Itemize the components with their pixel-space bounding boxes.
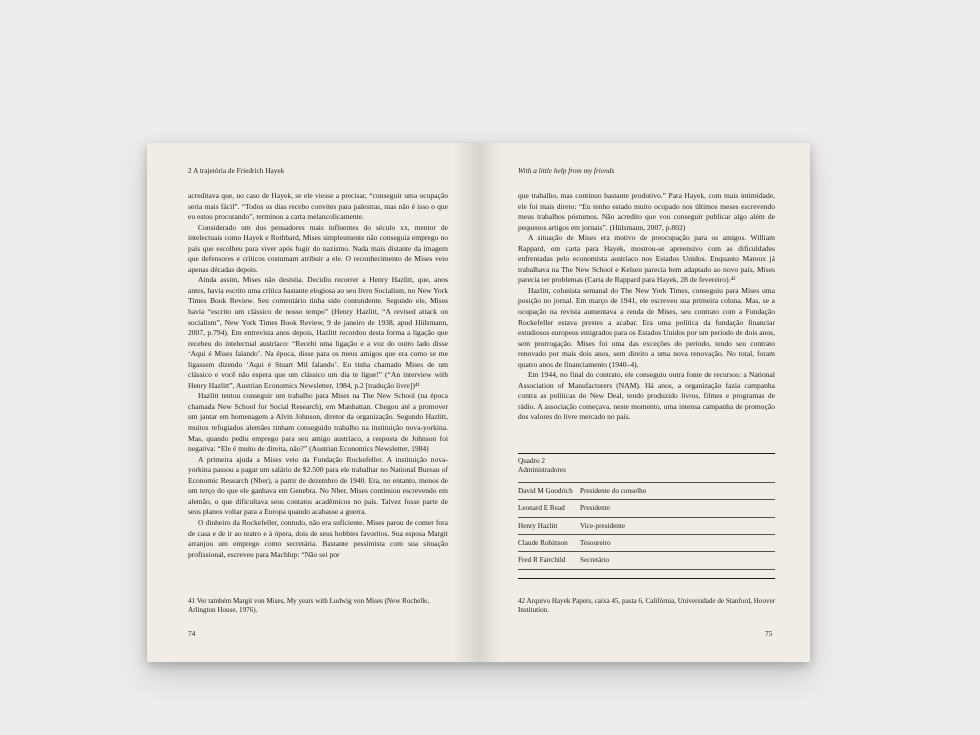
right-page <box>479 143 810 662</box>
admin-role: Tesoureiro <box>580 539 611 548</box>
gutter-shadow <box>453 143 479 662</box>
running-head: 2 A trajetória de Friedrich Hayek <box>188 166 285 175</box>
table-row <box>518 552 775 569</box>
admin-name: Leonard E Read <box>518 504 565 513</box>
table-caption <box>518 454 775 482</box>
running-head: With a little help from my friends <box>518 166 615 175</box>
open-book <box>147 143 810 662</box>
paragraph: A situação de Mises era motivo de preocupação para os amigos. William Rappard, em carta para Hayek, mostrou-se apreensivo com as dificuldades enfrentadas pelo economista austríaco nos Estados Unidos. Enquanto Matoux já trabalhava na The New School e Kelsen parecia bem adaptado ao novo país, Mises parecia ter problemas (Carta de Rappard para Hayek, 28 de fevereiro).⁴² <box>518 233 775 285</box>
table-row <box>518 518 775 535</box>
table-bottom-rule <box>518 578 775 579</box>
footnote: 41 Ver também Margit von Mises, My years with Ludwig von Mises (New Rochelle, Arlington House, 1976). <box>188 597 430 615</box>
body-text <box>188 191 448 560</box>
page-number: 74 <box>188 629 196 638</box>
admin-name: Claude Robinson <box>518 539 568 548</box>
admin-role: Presidente <box>580 504 610 513</box>
paragraph: que trabalho, mas continuo bastante produtivo.” Para Hayek, com mais intimidade, ele foi mais direto: “Eu tenho estado muito ocupado nos últimos meses escrevendo meus trabalhos póstumos. Não acredito que vou conseguir publicar algo além de pequenos artigos em jornais”. (Hülsmann, 2007, p.802) <box>518 191 775 232</box>
paragraph: A primeira ajuda a Mises veio da Fundação Rockefeller. A instituição nova-yorkina passou a pagar um salário de $2.500 para ele trabalhar no National Bureau of Economic Research (Nber), a partir de dezembro de 1940. Era, no entanto, menos de um terço do que ele ganhava em Genebra. No Nber, Mises continuou escrevendo em alemão, o que dificultava seus contatos acadêmicos no país. Talvez fosse parte de seus planos voltar para a Europa quando acabasse a guerra. <box>188 454 448 517</box>
paragraph: acreditava que, no caso de Hayek, se ele viesse a precisar, “conseguir uma ocupação seria mais fácil”. “Todos os dias recebo convites para palestras, mas não é isso o que eu estou procurando”, terminou a carta melancolicamente. <box>188 191 448 222</box>
table-row <box>518 482 775 500</box>
administrators-table <box>518 453 775 579</box>
admin-name: Henry Hazlitt <box>518 521 558 530</box>
table-row <box>518 500 775 517</box>
paragraph: Hazlitt, colunista semanal do The New York Times, conseguiu para Mises uma posição no jornal. Em março de 1941, ele escreveu sua primeira coluna. Mas, se a ocupação na revista aumentava a renda de Mises, seu contrato com a Fundação Rockefeller estava prestes a acabar. Era uma política da fundação financiar estudiosos europeus emigrados para os Estados Unidos por um período de dois anos, sem prorrogação. Mises foi uma das exceções do período, tendo seu contrato renovado por mais dois anos, sem direito a uma nova renovação. No total, foram quatro anos de financiamento (1940–4). <box>518 285 775 369</box>
paragraph: O dinheiro da Rockefeller, contudo, não era suficiente. Mises parou de comer fora de casa e de ir ao teatro e à ópera, dois de seus hobbies favoritos. Sua esposa Margit arranjou um emprego como secretária. Bastante pessimista com sua situação profissional, escreveu para Machlup: “Não sei por <box>188 517 448 559</box>
table-subtitle: Administradores <box>518 466 566 475</box>
admin-role: Vice-presidente <box>580 521 626 530</box>
footnote: 42 Arquivo Hayek Papers, caixa 45, pasta 6, Califórnia, Universidade de Stanford, Hoover Institution. <box>518 597 776 615</box>
gutter-shadow <box>479 143 501 662</box>
body-text <box>518 191 775 423</box>
paragraph: Considerado um dos pensadores mais influentes do século xx, mentor de intelectuais como Hayek e Rothbard, Mises simplesmente não conseguia emprego no país que escolheu para viver após fugir do nazismo. Nada mais distante da imagem que defensores e críticos costumam atribuir a ele. O reconhecimento de Mises veio apenas décadas depois. <box>188 222 448 274</box>
paragraph: Hazlitt tentou conseguir um trabalho para Mises na The New School (na época chamada New School for Social Research), em Manhattan. Chegou até a promover um jantar em homenagem a Alvin Johnson, diretor da organização. Segundo Hazlitt, muitos refugiados alemães tinham conseguido trabalho na instituição nova-yorkina. Mas, quando pediu emprego para seu amigo austríaco, a resposta de Johnson foi negativa: “Ele é muito de direita, não?” (Austrian Economics Newsletter, 1984) <box>188 391 448 454</box>
paragraph: Em 1944, no final do contrato, ele conseguiu outra fonte de recursos: a National Association of Manufacturers (NAM). Há anos, a organização fazia campanha contra as políticas do New Deal, tendo produzido livros, filmes e programas de rádio. A associação começava, neste momento, uma intensa campanha de promoção dos valores do livre mercado no país. <box>518 370 775 422</box>
admin-role: Secretário <box>580 556 610 565</box>
admin-name: David M Goodrich <box>518 486 573 495</box>
paragraph: Ainda assim, Mises não desistia. Decidiu recorrer a Henry Hazlitt, que, anos antes, havia escrito uma crítica bastante elogiosa ao seu livro Socialism, no New York Times Book Review. Seu comentário tinha sido contundente. Segundo ele, Mises havia “escrito um clássico de nosso tempo” (Henry Hazlitt, “A revised attack on socialism”, New York Times Book Review, 9 de janeiro de 1938, apud Hülsmann, 2007, p.794). Em entrevista anos depois, Hazlitt recordou desta forma a ligação que recebeu do intelectual austríaco: “Recebi uma ligação e a voz do outro lado disse ‘Aqui é Mises falando’. Na época, disse para os meus amigos que era como se me ligassem dizendo ‘Aqui é Stuart Mil falando’. Eu tinha chamado Mises de um clássico e você não espera que um clássico um dia te ligue!” (“An interview with Henry Hazlitt”, Austrian Economics Newsletter, 1984, p.2 [tradução livre])⁴¹ <box>188 275 448 390</box>
admin-name: Fred R Fairchild <box>518 556 566 565</box>
table-row <box>518 535 775 552</box>
page-number: 75 <box>765 629 773 638</box>
table-title: Quadro 2 <box>518 457 545 465</box>
admin-role: Presidente do conselho <box>580 486 647 495</box>
left-page <box>147 143 479 662</box>
